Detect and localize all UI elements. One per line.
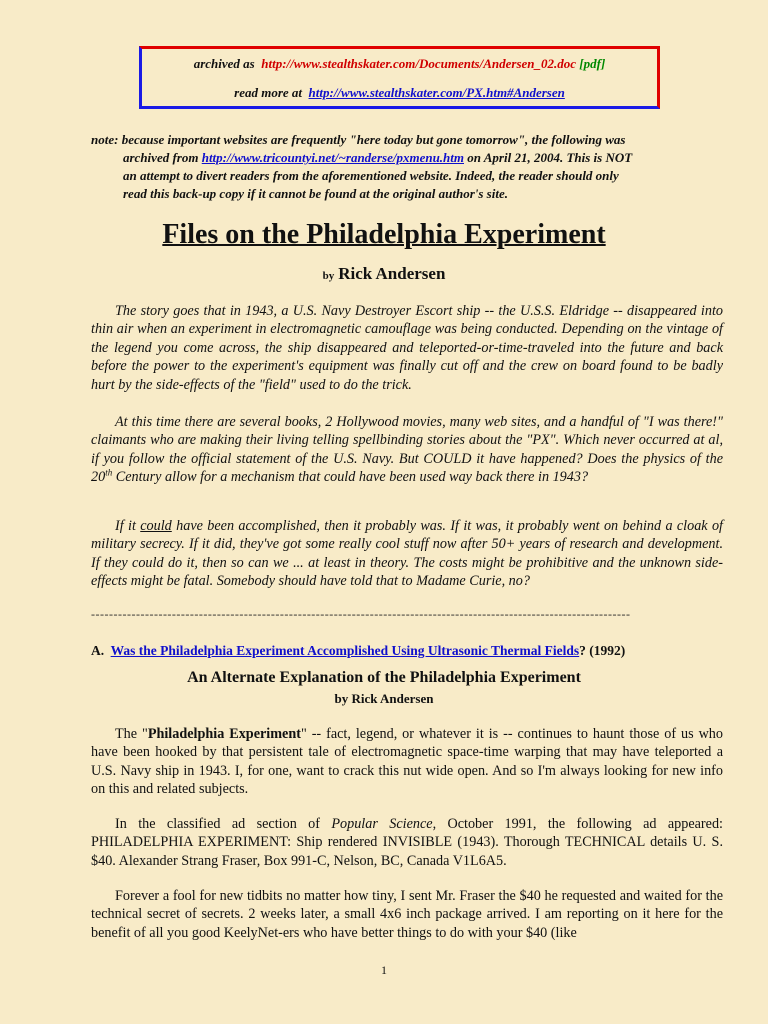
page-title-text: Files on the Philadelphia Experiment: [162, 219, 606, 250]
note-line-2a: archived from: [123, 150, 199, 165]
author-name: Rick Andersen: [338, 264, 446, 283]
article-paragraph-3: [91, 887, 723, 942]
section-divider: ------------------------------------------------------------------------------------------------------------------------: [91, 607, 631, 621]
intro-p2-sup: th: [105, 467, 113, 478]
section-a-letter: A.: [91, 643, 105, 658]
archive-line: [142, 56, 657, 72]
archive-box: [139, 46, 660, 109]
section-a-suffix: ? (1992): [579, 643, 626, 658]
intro-p2-text-b: Century allow for a mechanism that could have been used way back there in 1943?: [112, 469, 589, 486]
intro-paragraph-2: [91, 413, 723, 487]
byline: [0, 264, 768, 284]
article-p1-bold: Philadelphia Experiment: [147, 726, 301, 742]
note-line-4: read this back-up copy if it cannot be found at the original author's site.: [123, 186, 508, 201]
article-p3-text: Forever a fool for new tidbits no matter how tiny, I sent Mr. Fraser the $40 he requested and waited for the technical secret of secrets. 2 weeks later, a small 4x6 inch package arrived. I am reporting on it here for the benefit of all you good KeelyNet-ers who have better things to do with your $40 (like: [91, 888, 723, 941]
intro-p2-text-a: At this time there are several books, 2 Hollywood movies, many web sites, and a handful of "I was there!" claimants who are making their living telling spellbinding stories about the "PX". Which never occurred at al, if you follow the official statement of the U.S. Navy. But COULD it have happened? Does the physics of the 20: [91, 414, 723, 486]
archive-note: [91, 131, 731, 203]
note-line-3: an attempt to divert readers from the aforementioned website. Indeed, the reader should only: [123, 168, 619, 183]
archive-pdf-link[interactable]: [pdf]: [579, 56, 606, 71]
note-line-2: [91, 149, 731, 167]
article-title: An Alternate Explanation of the Philadelphia Experiment: [187, 669, 581, 686]
read-more-label: read more at: [234, 85, 303, 100]
article-p2-italic: Popular Science: [331, 816, 433, 832]
page-number: 1: [381, 963, 387, 977]
intro-p3-text-a: If it: [115, 518, 141, 534]
intro-p1-text: The story goes that in 1943, a U.S. Navy Destroyer Escort ship -- the U.S.S. Eldridge -- disappeared into thin air when an experiment in electromagnetic camouflage was being conducted. Depending on the vintage of the legend you come across, the ship disappeared and teleported-or-time-traveled into the future and back before the power to the experiment's equipment was finally cut off and the crew on board found to be badly hurt by the side-effects of the "field" used to do the trick.: [91, 303, 723, 393]
note-line-1: note: because important websites are frequently "here today but gone tomorrow", the following was: [91, 132, 626, 147]
archived-as-label: archived as: [193, 56, 255, 71]
read-more-link[interactable]: http://www.stealthskater.com/PX.htm#Andersen: [308, 85, 565, 100]
section-a-link[interactable]: Was the Philadelphia Experiment Accomplished Using Ultrasonic Thermal Fields: [110, 643, 580, 658]
intro-p3-text-b: have been accomplished, then it probably was. If it was, it probably went on behind a cloak of military secrecy. If it did, they've got some really cool stuff now after 50+ years of research and development. If they could do it, then so can we ... at least in theory. The costs might be prohibitive and the unknown side-effects might be fatal. Somebody should have told that to Madame Curie, no?: [91, 518, 723, 590]
page-title: [0, 219, 768, 251]
intro-paragraph-1: [91, 302, 723, 394]
article-paragraph-2: [91, 815, 723, 870]
intro-p3-underlined: could: [140, 518, 172, 534]
note-line-2b: on April 21, 2004. This is NOT: [467, 150, 633, 165]
article-p2-a: In the classified ad section of: [115, 816, 332, 832]
section-a-heading: [91, 643, 625, 659]
archive-doc-link[interactable]: http://www.stealthskater.com/Documents/Andersen_02.doc: [261, 56, 577, 71]
article-p1-c: " -- fact, legend, or whatever it is -- continues to haunt those of us who have been hooked by that persistent tale of electromagnetic space-time warping that may have teleported a U.S. Navy ship in 1943. I, for one, want to crack this nut wide open. And so I'm always looking for new info on this and related subjects.: [91, 726, 723, 798]
intro-paragraph-3: [91, 517, 723, 591]
read-more-line: [142, 85, 657, 101]
byline-by: by: [322, 270, 335, 282]
article-p1-a: The ": [115, 726, 148, 742]
article-byline: by Rick Andersen: [334, 691, 434, 706]
original-site-link[interactable]: http://www.tricountyi.net/~randerse/pxmenu.htm: [201, 150, 464, 165]
article-p2-b: , October 1991, the following ad appeared: PHILADELPHIA EXPERIMENT: Ship rendered INVISIBLE (1943). Thorough TECHNICAL details U. S. $40. Alexander Strang Fraser, Box 991-C, Nelson, BC, Canada V1L6A5.: [91, 816, 723, 869]
article-paragraph-1: [91, 725, 723, 799]
